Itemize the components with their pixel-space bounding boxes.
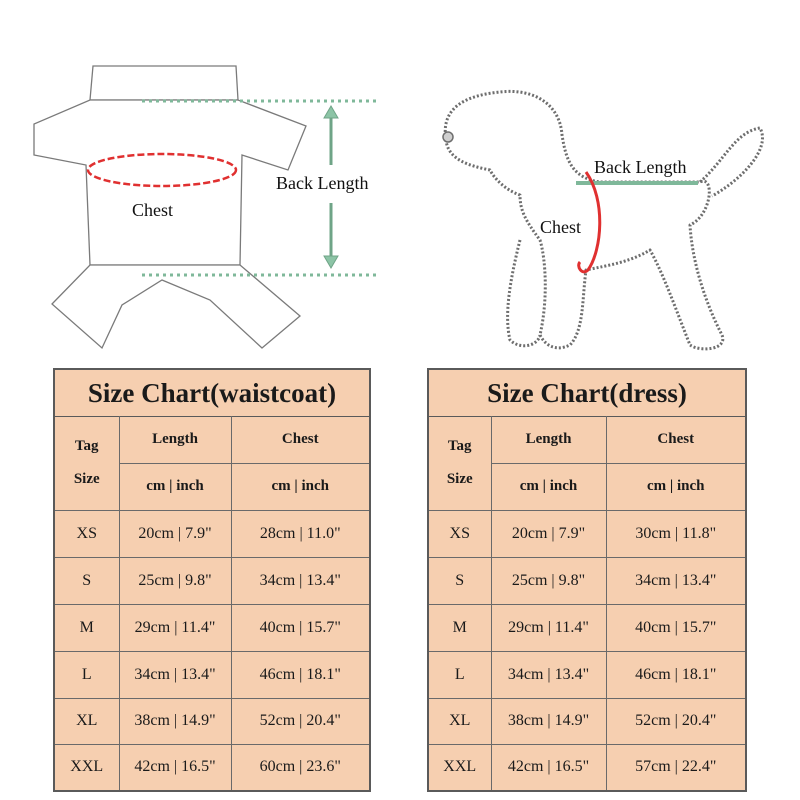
length-unit-header: cm | inch	[119, 463, 231, 510]
waistcoat-chest-label: Chest	[132, 200, 174, 220]
table-row	[429, 557, 745, 604]
table-row	[429, 744, 745, 790]
chest-cell: 52cm | 20.4"	[231, 698, 369, 744]
table-row	[55, 557, 369, 604]
size-chart-waistcoat	[53, 368, 371, 792]
chest-cell: 40cm | 15.7"	[606, 604, 745, 651]
dog-back-length-label: Back Length	[594, 157, 687, 177]
dog-chest-line	[579, 172, 600, 272]
size-cell: S	[55, 557, 119, 604]
size-cell: L	[429, 651, 491, 698]
table-row	[429, 698, 745, 744]
chest-cell: 46cm | 18.1"	[231, 651, 369, 698]
chest-cell: 46cm | 18.1"	[606, 651, 745, 698]
length-cell: 38cm | 14.9"	[491, 698, 606, 744]
chest-header: Chest	[606, 416, 745, 463]
chest-unit-header: cm | inch	[231, 463, 369, 510]
table-row	[55, 698, 369, 744]
size-cell: S	[429, 557, 491, 604]
dog-chest-label: Chest	[540, 217, 582, 237]
length-cell: 34cm | 13.4"	[119, 651, 231, 698]
length-header: Length	[491, 416, 606, 463]
table-row	[55, 744, 369, 790]
waistcoat-back-length-label: Back Length	[276, 173, 369, 193]
tag-size-header	[55, 416, 119, 510]
size-cell: XS	[55, 510, 119, 557]
chest-cell: 52cm | 20.4"	[606, 698, 745, 744]
size-cell: XXL	[55, 744, 119, 790]
waistcoat-body	[34, 100, 306, 265]
length-cell: 42cm | 16.5"	[119, 744, 231, 790]
chest-cell: 34cm | 13.4"	[606, 557, 745, 604]
length-cell: 20cm | 7.9"	[119, 510, 231, 557]
length-cell: 34cm | 13.4"	[491, 651, 606, 698]
size-cell: XS	[429, 510, 491, 557]
size-cell: XL	[55, 698, 119, 744]
chest-cell: 40cm | 15.7"	[231, 604, 369, 651]
length-header: Length	[119, 416, 231, 463]
length-cell: 29cm | 11.4"	[119, 604, 231, 651]
tag-size-header	[429, 416, 491, 510]
dog-outline	[445, 91, 723, 348]
waistcoat-collar	[90, 66, 238, 100]
size-cell: M	[429, 604, 491, 651]
length-cell: 20cm | 7.9"	[491, 510, 606, 557]
chest-header: Chest	[231, 416, 369, 463]
dog-front-leg	[508, 240, 540, 346]
chest-cell: 30cm | 11.8"	[606, 510, 745, 557]
length-cell: 38cm | 14.9"	[119, 698, 231, 744]
table-row	[429, 604, 745, 651]
waistcoat-legs	[52, 265, 300, 348]
size-table	[55, 416, 369, 790]
table-row	[429, 651, 745, 698]
size-cell: XXL	[429, 744, 491, 790]
chest-cell: 57cm | 22.4"	[606, 744, 745, 790]
size-cell: L	[55, 651, 119, 698]
chest-cell: 28cm | 11.0"	[231, 510, 369, 557]
length-unit-header: cm | inch	[491, 463, 606, 510]
size-header: Size	[446, 470, 473, 487]
dog-diagram	[400, 70, 800, 360]
size-chart-dress	[427, 368, 747, 792]
length-cell: 29cm | 11.4"	[491, 604, 606, 651]
chest-unit-header: cm | inch	[606, 463, 745, 510]
size-cell: XL	[429, 698, 491, 744]
table-row	[429, 510, 745, 557]
size-table	[429, 416, 745, 790]
chart-title: Size Chart(dress)	[429, 370, 745, 417]
chest-cell: 34cm | 13.4"	[231, 557, 369, 604]
chest-cell: 60cm | 23.6"	[231, 744, 369, 790]
size-header: Size	[73, 470, 100, 487]
waistcoat-diagram	[0, 55, 400, 355]
tag-header: Tag	[74, 437, 99, 454]
chart-title: Size Chart(waistcoat)	[55, 370, 369, 417]
length-cell: 25cm | 9.8"	[119, 557, 231, 604]
length-cell: 25cm | 9.8"	[491, 557, 606, 604]
dog-tail	[700, 128, 762, 196]
tag-header: Tag	[447, 437, 472, 454]
length-cell: 42cm | 16.5"	[491, 744, 606, 790]
table-row	[55, 510, 369, 557]
dog-nose-icon	[443, 132, 453, 142]
table-row	[55, 604, 369, 651]
size-cell: M	[55, 604, 119, 651]
table-row	[55, 651, 369, 698]
